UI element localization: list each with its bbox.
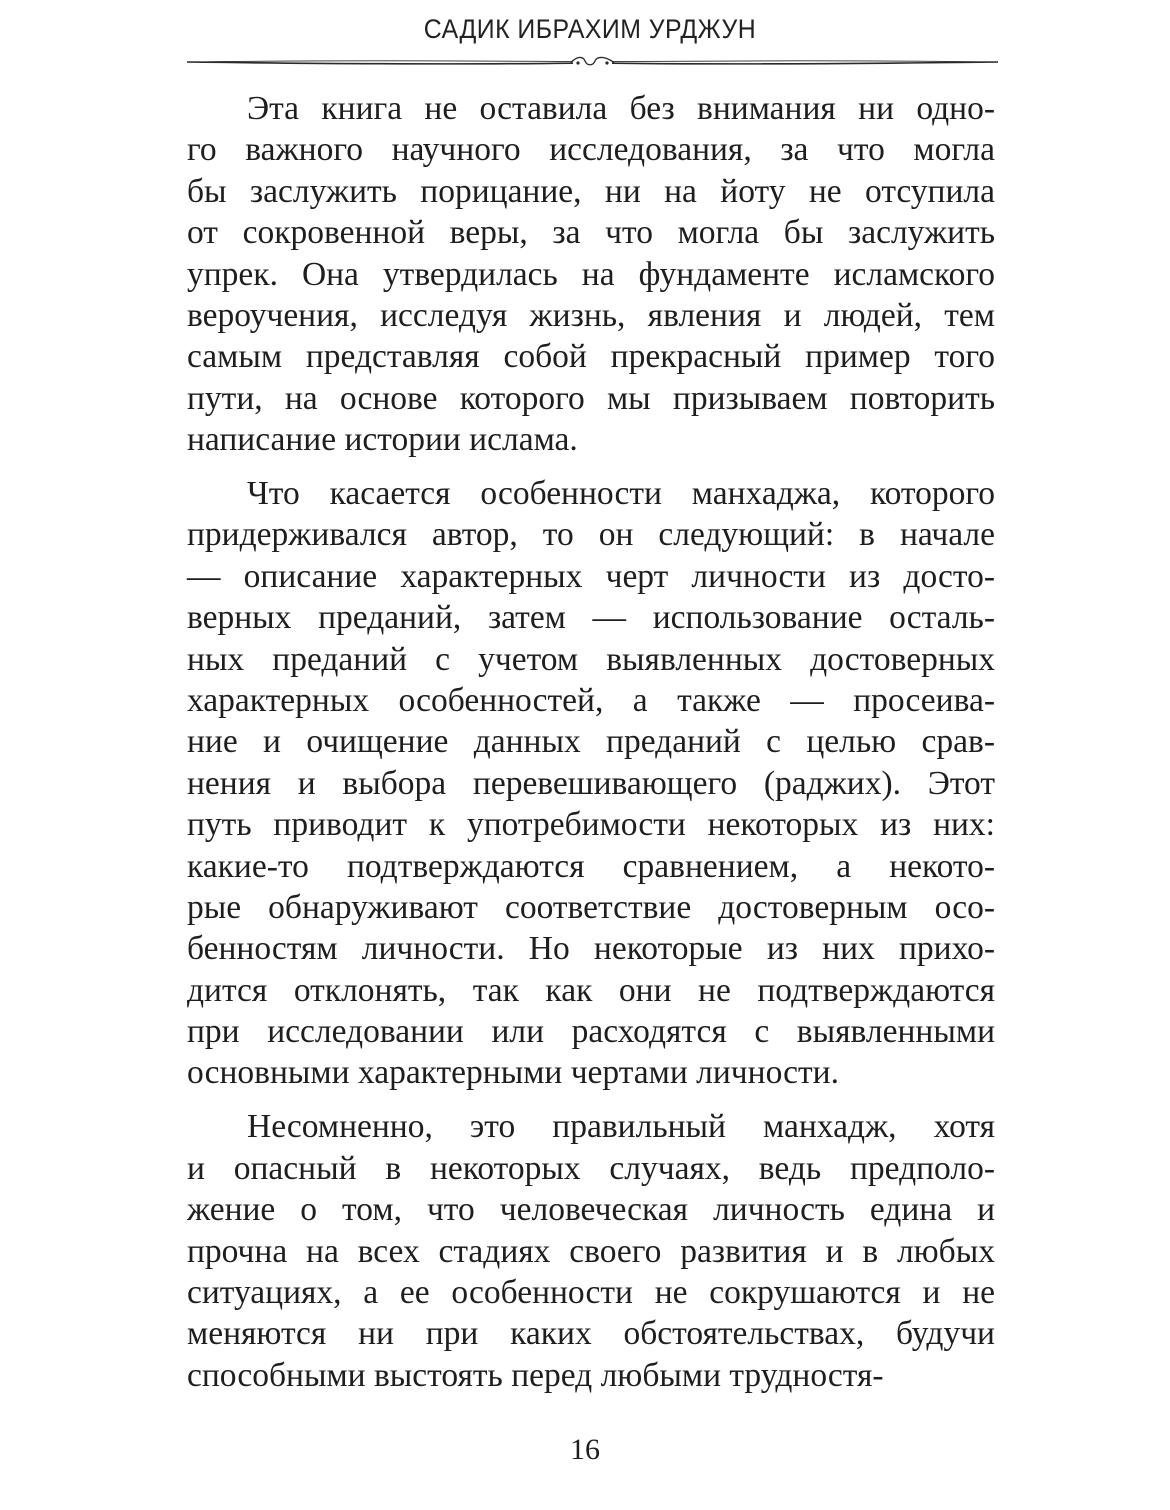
paragraph-1 bbox=[187, 88, 995, 461]
text-line: упрек. Она утвердилась на фундаменте исламского bbox=[187, 255, 995, 293]
text-line: ситуациях, а ее особенности не сокрушаются и не bbox=[187, 1273, 995, 1311]
text-line: жение о том, что человеческая личность едина и bbox=[187, 1191, 995, 1229]
text-line: самым представляя собой прекрасный пример того bbox=[187, 338, 995, 376]
text-line: вероучения, исследуя жизнь, явления и людей, тем bbox=[187, 296, 995, 334]
text-line: придерживался автор, то он следующий: в начале bbox=[187, 516, 995, 554]
text-line: Что касается особенности манхаджа, которого bbox=[247, 475, 995, 513]
text-line: — описание характерных черт личности из досто- bbox=[187, 557, 995, 595]
text-line: ние и очищение данных преданий с целью срав- bbox=[187, 723, 995, 761]
text-line: рые обнаруживают соответствие достоверным осо- bbox=[187, 888, 995, 926]
text-line: ных преданий с учетом выявленных достоверных bbox=[187, 640, 995, 678]
text-line: от сокровенной веры, за что могла бы заслужить bbox=[187, 214, 995, 252]
text-line: бенностям личности. Но некоторые из них прихо- bbox=[187, 930, 995, 968]
page-number: 16 bbox=[570, 1433, 600, 1466]
body-text bbox=[187, 88, 995, 1409]
text-line: меняются ни при каких обстоятельствах, будучи bbox=[187, 1315, 995, 1353]
text-line: написание истории ислама. bbox=[187, 421, 578, 459]
text-line: прочна на всех стадиях своего развития и в любых bbox=[187, 1232, 995, 1270]
running-head: САДИК ИБРАХИМ УРДЖУН bbox=[423, 14, 757, 44]
text-line: Несомненно, это правильный манхадж, хотя bbox=[247, 1108, 995, 1146]
text-line: пути, на основе которого мы призываем повторить bbox=[187, 379, 995, 417]
paragraph-3 bbox=[187, 1106, 995, 1396]
text-line: путь приводит к употребимости некоторых из них: bbox=[187, 806, 995, 844]
text-line: дится отклонять, так как они не подтверждаются bbox=[187, 971, 995, 1009]
header-ornament-rule bbox=[185, 52, 1000, 72]
text-line: характерных особенностей, а также — просеива- bbox=[187, 681, 995, 719]
text-line: и опасный в некоторых случаях, ведь предполо- bbox=[187, 1149, 995, 1187]
text-line: Эта книга не оставила без внимания ни одно- bbox=[247, 90, 995, 127]
text-line: бы заслужить порицание, ни на йоту не отсупила bbox=[187, 172, 995, 210]
text-line: верных преданий, затем — использование осталь- bbox=[187, 599, 995, 637]
paragraph-container bbox=[187, 88, 995, 1396]
text-line: нения и выбора перевешивающего (раджих). Этот bbox=[187, 764, 995, 802]
text-line: способными выстоять перед любыми трудностя- bbox=[187, 1356, 884, 1394]
text-line: какие-то подтверждаются сравнением, а некото- bbox=[187, 847, 995, 885]
text-line: основными характерными чертами личности. bbox=[187, 1054, 839, 1092]
text-line: го важного научного исследования, за что могла bbox=[187, 131, 995, 169]
paragraph-2 bbox=[187, 473, 995, 1094]
text-line: при исследовании или расходятся с выявленными bbox=[187, 1013, 995, 1051]
